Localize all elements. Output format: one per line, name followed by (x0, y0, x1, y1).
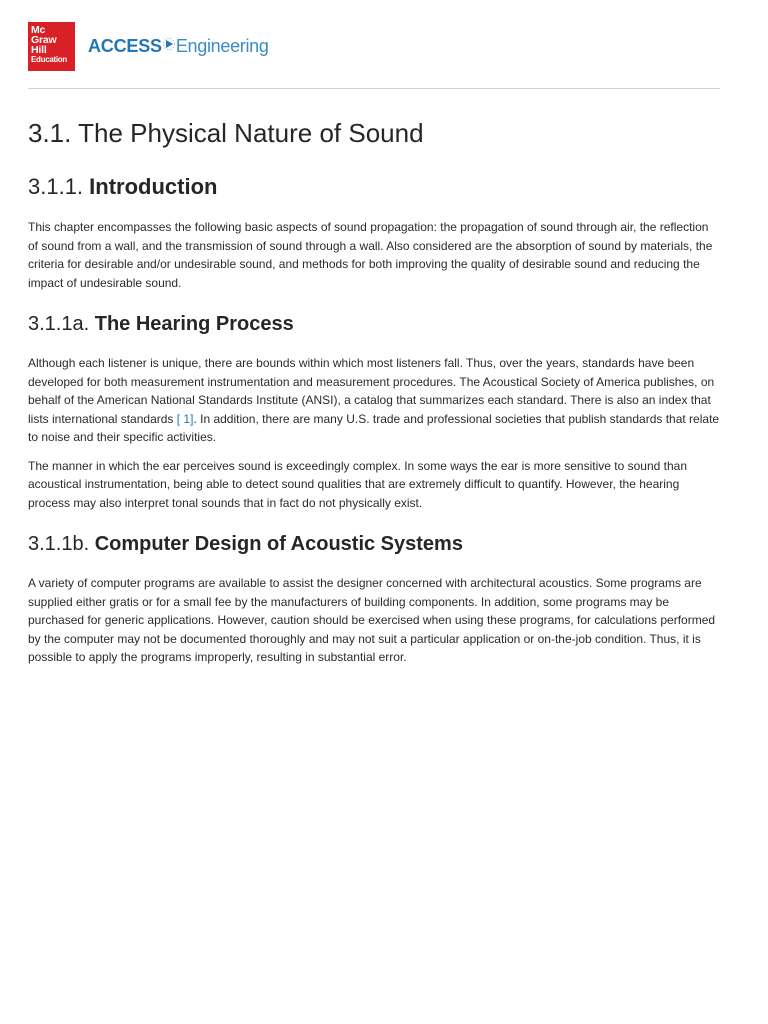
logo-line-hill: Hill (31, 44, 47, 56)
section-heading-computer-design (28, 529, 720, 559)
brand-access-text: ACCESS (88, 35, 162, 56)
reference-link-1[interactable]: [ 1] (176, 411, 194, 426)
section-number: 3.1.1a. (28, 313, 90, 335)
hearing-paragraph-1 (28, 354, 720, 447)
section-title: The Hearing Process (94, 313, 294, 335)
hearing-text-after-ref: . In addition, there are many U.S. trade and professional societies that publish standards that relate to noise and their specific activities. (28, 411, 720, 444)
access-engineering-logo[interactable] (88, 33, 269, 59)
section-number: 3.1.1. (28, 174, 84, 199)
section-heading-hearing-process (28, 309, 720, 339)
logo-line-mc: Mc (31, 24, 46, 36)
brand-engineering-text: Engineering (175, 35, 269, 56)
page-title: 3.1. The Physical Nature of Sound (28, 118, 424, 148)
computer-design-paragraph: A variety of computer programs are available to assist the designer concerned with architectural acoustics. Some programs are supplied either gratis or for a small fee by the manufacturers of building components. In addition, some programs may be purchased for generic applications. However, caution should be exercised when using these programs, for calculations performed by the computer may not be documented thoroughly and may not suit a particular application or on-the-job condition. Thus, it is possible to apply the programs improperly, resulting in substantial error. (28, 576, 716, 664)
logo-line-graw: Graw (31, 34, 57, 46)
brand-arrow-icon (163, 36, 175, 57)
section-title: Computer Design of Acoustic Systems (94, 533, 463, 555)
intro-paragraph: This chapter encompasses the following basic aspects of sound propagation: the propagation of sound through air, the reflection of sound from a wall, and the transmission of sound through a wall. Also considered are the absorption of sound by materials, the criteria for desirable and/or undesirable sound, and methods for both improving the quality of desirable sound and reducing the impact of undesirable sound. (28, 220, 713, 290)
section-heading-introduction (28, 170, 720, 204)
hearing-paragraph-2: The manner in which the ear perceives sound is exceedingly complex. In some ways the ear is more sensitive to sound than acoustical instrumentation, being able to detect sound qualities that are extremely difficult to quantify. However, the hearing process may also interpret tonal sounds that in fact do not physically exist. (28, 458, 688, 510)
logo-line-education: Education (31, 55, 67, 64)
mcgraw-hill-education-logo[interactable] (28, 22, 75, 71)
section-number: 3.1.1b. (28, 533, 90, 555)
section-title: Introduction (89, 174, 218, 199)
site-header (28, 22, 720, 72)
header-divider (28, 88, 720, 89)
hearing-text-before-ref: Although each listener is unique, there are bounds within which most listeners fall. Thus, over the years, standards have been developed for both measurement instrumentation and measurement procedures. The Acoustical Society of America publishes, on behalf of the American National Standards Institute (ANSI), a catalog that summarizes each standard. There is also an index that lists international standards (28, 356, 715, 426)
article-content (28, 112, 720, 667)
